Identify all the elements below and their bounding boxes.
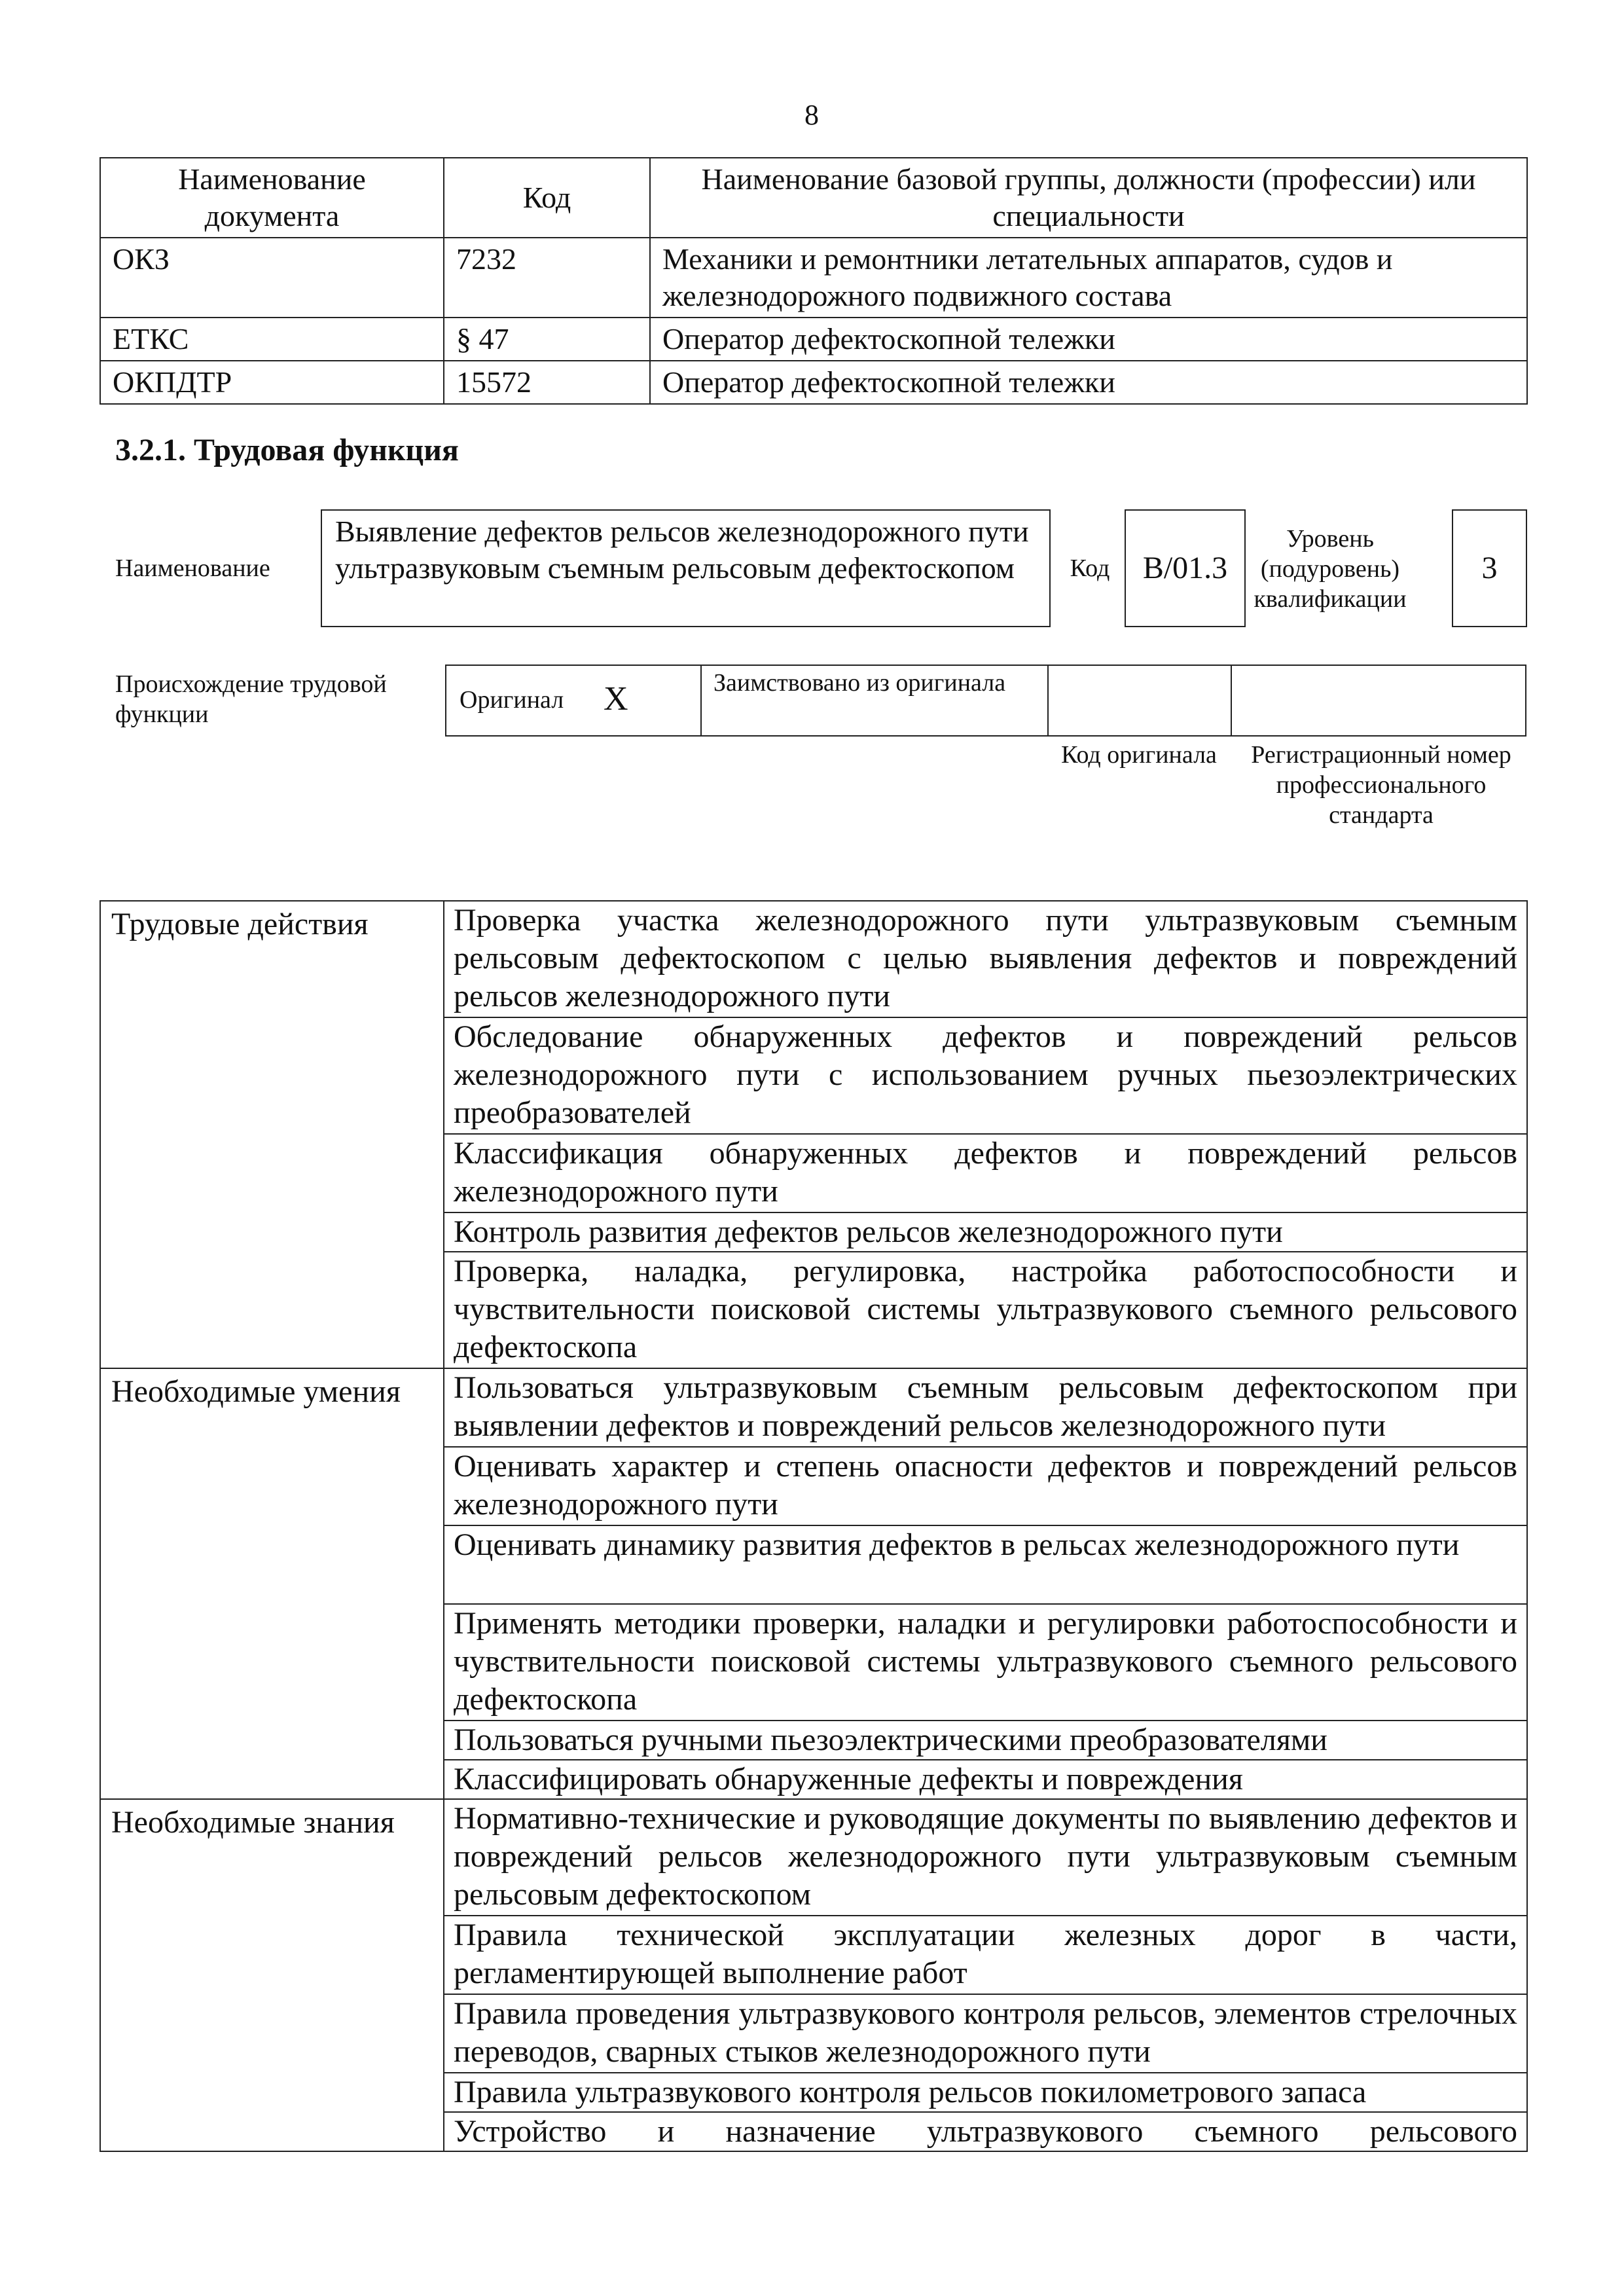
original-label: Оригинал xyxy=(460,686,564,714)
table-row xyxy=(100,1799,1527,1916)
table-row xyxy=(100,1368,1527,1447)
doc-code-cell: 7232 xyxy=(444,238,650,318)
doc-name-cell: ОКЗ xyxy=(100,238,444,318)
list-item: Проверка участка железнодорожного пути ультразвуковым съемным рельсовым дефектоскопом с целью выявления дефектов и повреждений рельсов железнодорожного пути xyxy=(444,901,1527,1017)
divider xyxy=(1231,665,1232,737)
function-name-box: Выявление дефектов рельсов железнодорожного пути ультразвуковым съемным рельсовым дефектоскопом xyxy=(321,509,1051,627)
list-item: Нормативно-технические и руководящие документы по выявлению дефектов и повреждений рельсов железнодорожного пути ультразвуковым съемным рельсовым дефектоскопом xyxy=(444,1799,1527,1916)
group-name-cell: Механики и ремонтники летательных аппаратов, судов и железнодорожного подвижного состава xyxy=(650,238,1527,318)
table-row xyxy=(100,901,1527,1017)
list-item: Пользоваться ручными пьезоэлектрическими преобразователями xyxy=(444,1721,1527,1760)
doc-name-cell: ЕТКС xyxy=(100,318,444,361)
document-classification-table xyxy=(99,157,1528,405)
divider xyxy=(1047,665,1049,737)
origin-label: Происхождение трудовой функции xyxy=(115,670,387,728)
category-labor-actions: Трудовые действия xyxy=(100,901,444,1368)
category-required-skills: Необходимые умения xyxy=(100,1368,444,1799)
list-item: Применять методики проверки, наладки и регулировки работоспособности и чувствительности поисковой системы ультразвукового съемного рельсового дефектоскопа xyxy=(444,1604,1527,1721)
table-header-row xyxy=(100,158,1527,238)
name-label: Наименование xyxy=(115,555,270,582)
table-row xyxy=(100,361,1527,404)
code-original-caption: Код оригинала xyxy=(1061,741,1217,769)
list-item: Классификация обнаруженных дефектов и повреждений рельсов железнодорожного пути xyxy=(444,1134,1527,1212)
header-group-name: Наименование базовой группы, должности (профессии) или специальности xyxy=(650,158,1527,238)
table-row xyxy=(100,318,1527,361)
list-item: Проверка, наладка, регулировка, настройка работоспособности и чувствительности поисковой системы ультразвукового съемного рельсового дефектоскопа xyxy=(444,1252,1527,1368)
list-item: Контроль развития дефектов рельсов железнодорожного пути xyxy=(444,1212,1527,1252)
doc-code-cell: § 47 xyxy=(444,318,650,361)
list-item: Правила технической эксплуатации железных дорог в части, регламентирующей выполнение работ xyxy=(444,1916,1527,1994)
level-label: Уровень (подуровень) квалификации xyxy=(1254,525,1407,613)
list-item: Правила проведения ультразвукового контроля рельсов, элементов стрелочных переводов, сварных стыков железнодорожного пути xyxy=(444,1994,1527,2073)
list-item: Оценивать динамику развития дефектов в рельсах железнодорожного пути xyxy=(444,1525,1527,1604)
group-name-cell: Оператор дефектоскопной тележки xyxy=(650,361,1527,404)
labor-function-table xyxy=(99,900,1528,2152)
list-item: Классифицировать обнаруженные дефекты и повреждения xyxy=(444,1760,1527,1799)
list-item: Обследование обнаруженных дефектов и повреждений рельсов железнодорожного пути с использованием ручных пьезоэлектрических преобразователей xyxy=(444,1017,1527,1134)
header-doc-name: Наименование документа xyxy=(100,158,444,238)
list-item: Пользоваться ультразвуковым съемным рельсовым дефектоскопом при выявлении дефектов и повреждений рельсов железнодорожного пути xyxy=(444,1368,1527,1447)
header-code: Код xyxy=(444,158,650,238)
list-item: Устройство и назначение ультразвукового съемного рельсового xyxy=(444,2112,1527,2151)
doc-code-cell: 15572 xyxy=(444,361,650,404)
list-item: Оценивать характер и степень опасности дефектов и повреждений рельсов железнодорожного пути xyxy=(444,1447,1527,1525)
table-row xyxy=(100,238,1527,318)
section-title: 3.2.1. Трудовая функция xyxy=(115,433,459,467)
doc-name-cell: ОКПДТР xyxy=(100,361,444,404)
original-mark: X xyxy=(604,680,628,718)
list-item: Правила ультразвукового контроля рельсов покилометрового запаса xyxy=(444,2073,1527,2112)
group-name-cell: Оператор дефектоскопной тележки xyxy=(650,318,1527,361)
page-number: 8 xyxy=(804,99,819,131)
category-required-knowledge: Необходимые знания xyxy=(100,1799,444,2151)
function-code-box: B/01.3 xyxy=(1125,509,1246,627)
registration-number-caption: Регистрационный номер профессионального стандарта xyxy=(1251,741,1511,829)
borrowed-label: Заимствовано из оригинала xyxy=(713,669,1006,697)
code-label: Код xyxy=(1070,555,1110,582)
qualification-level-box: 3 xyxy=(1452,509,1527,627)
divider xyxy=(700,665,702,737)
